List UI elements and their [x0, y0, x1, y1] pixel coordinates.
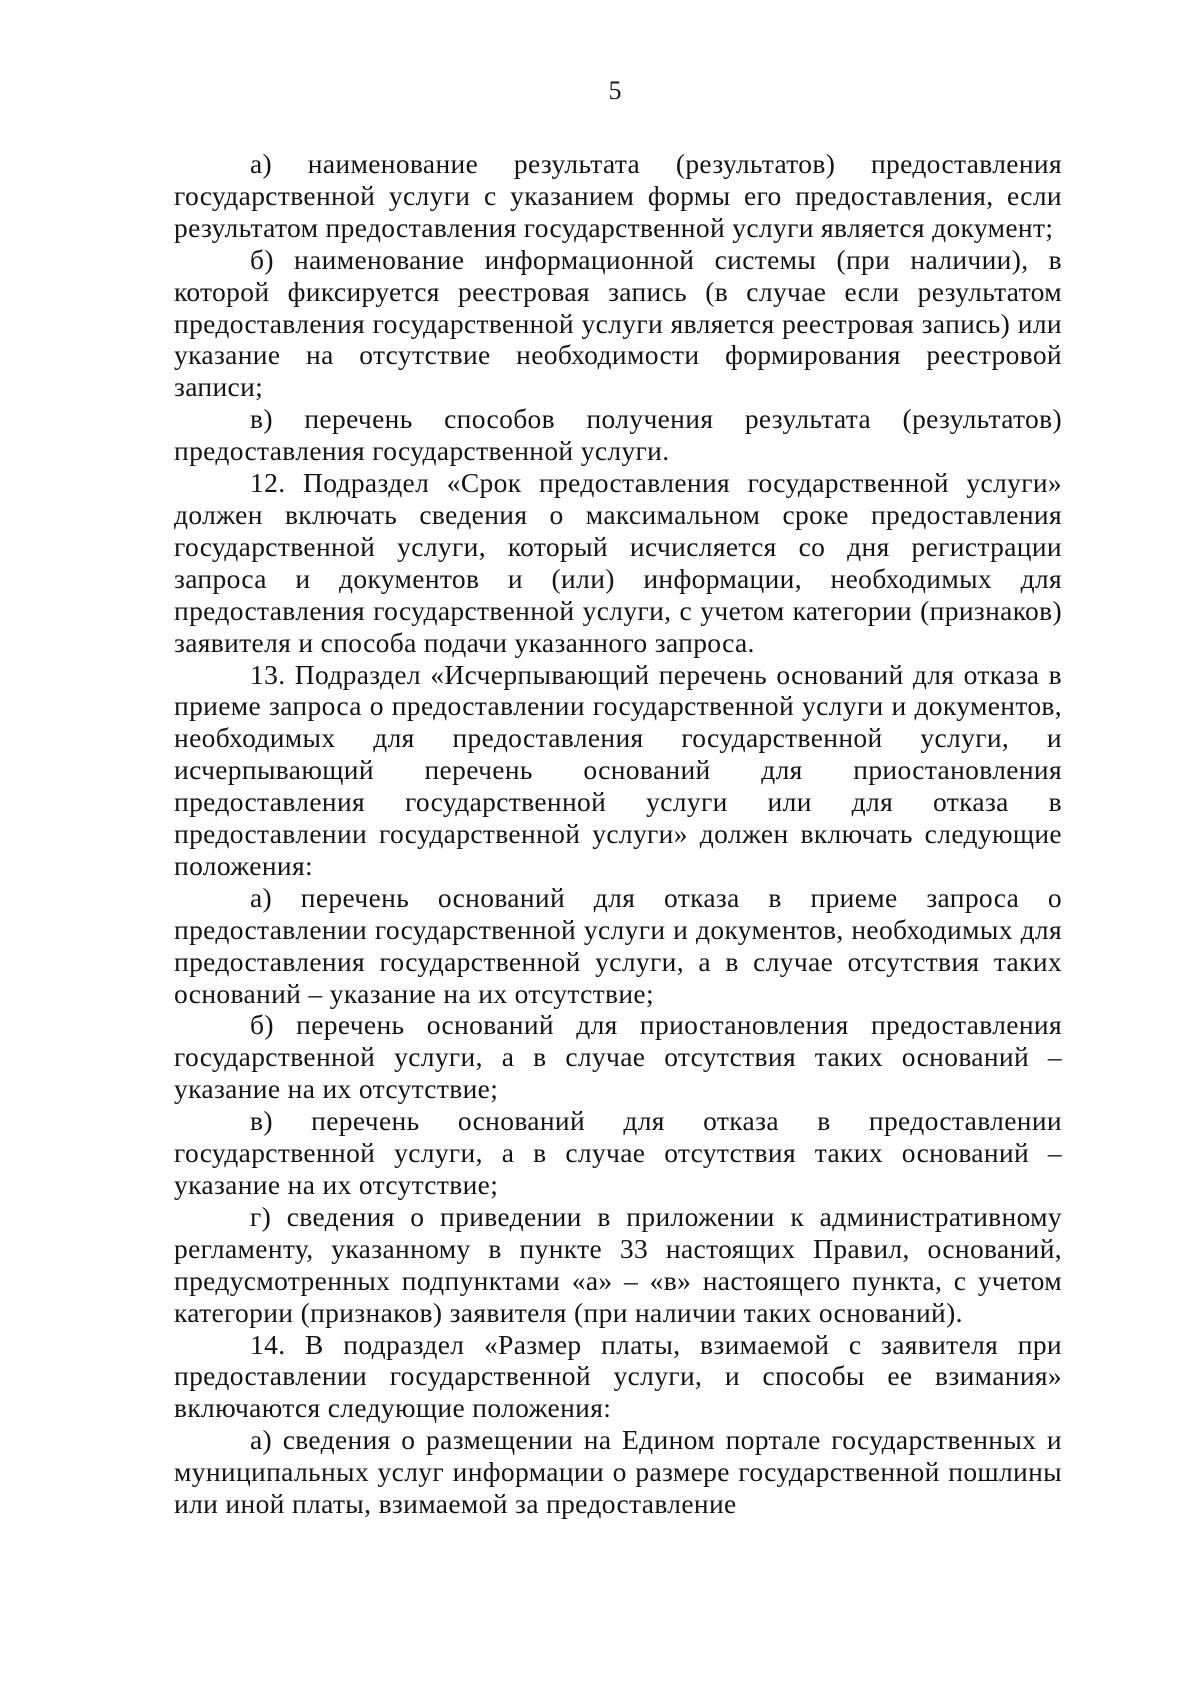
- paragraph-11b: б) наименование информационной системы (при наличии), в которой фиксируется реестровая запись (в случае если результатом предоставления государственной услуги является реестровая запись) или указание на отсутствие необходимости формирования реестровой записи;: [174, 243, 1062, 403]
- paragraph-11a: а) наименование результата (результатов) предоставления государственной услуги с указанием формы его предоставления, если результатом предоставления государственной услуги является документ;: [174, 148, 1062, 243]
- paragraph-11v: в) перечень способов получения результата (результатов) предоставления государственной услуги.: [174, 403, 1062, 467]
- paragraph-13b: б) перечень оснований для приостановления предоставления государственной услуги, а в случае отсутствия таких оснований – указание на их отсутствие;: [174, 1009, 1062, 1105]
- paragraph-14: 14. В подраздел «Размер платы, взимаемой с заявителя при предоставлении государственной услуги, и способы ее взимания» включаются следующие положения:: [174, 1328, 1062, 1424]
- paragraph-13a: а) перечень оснований для отказа в приеме запроса о предоставлении государственной услуги и документов, необходимых для предоставления государственной услуги, а в случае отсутствия таких оснований – указание на их отсутствие;: [174, 881, 1062, 1009]
- paragraph-13g: г) сведения о приведении в приложении к административному регламенту, указанному в пункте 33 настоящих Правил, оснований, предусмотренных подпунктами «а» – «в» настоящего пункта, с учетом категории (признаков) заявителя (при наличии таких оснований).: [174, 1200, 1062, 1328]
- document-text-body: [174, 148, 1062, 1520]
- paragraph-12: 12. Подраздел «Срок предоставления государственной услуги» должен включать сведения о максимальном сроке предоставления государственной услуги, который исчисляется со дня регистрации запроса и документов и (или) информации, необходимых для предоставления государственной услуги, с учетом категории (признаков) заявителя и способа подачи указанного запроса.: [174, 467, 1062, 658]
- paragraph-13v: в) перечень оснований для отказа в предоставлении государственной услуги, а в случае отсутствия таких оснований – указание на их отсутствие;: [174, 1105, 1062, 1200]
- page-number: 5: [608, 76, 622, 105]
- paragraph-14a: а) сведения о размещении на Едином портале государственных и муниципальных услуг информации о размере государственной пошлины или иной платы, взимаемой за предоставление: [174, 1424, 1062, 1520]
- paragraph-13: 13. Подраздел «Исчерпывающий перечень оснований для отказа в приеме запроса о предоставлении государственной услуги и документов, необходимых для предоставления государственной услуги, и исчерпывающий перечень оснований для приостановления предоставления государственной услуги или для отказа в предоставлении государственной услуги» должен включать следующие положения:: [174, 658, 1062, 881]
